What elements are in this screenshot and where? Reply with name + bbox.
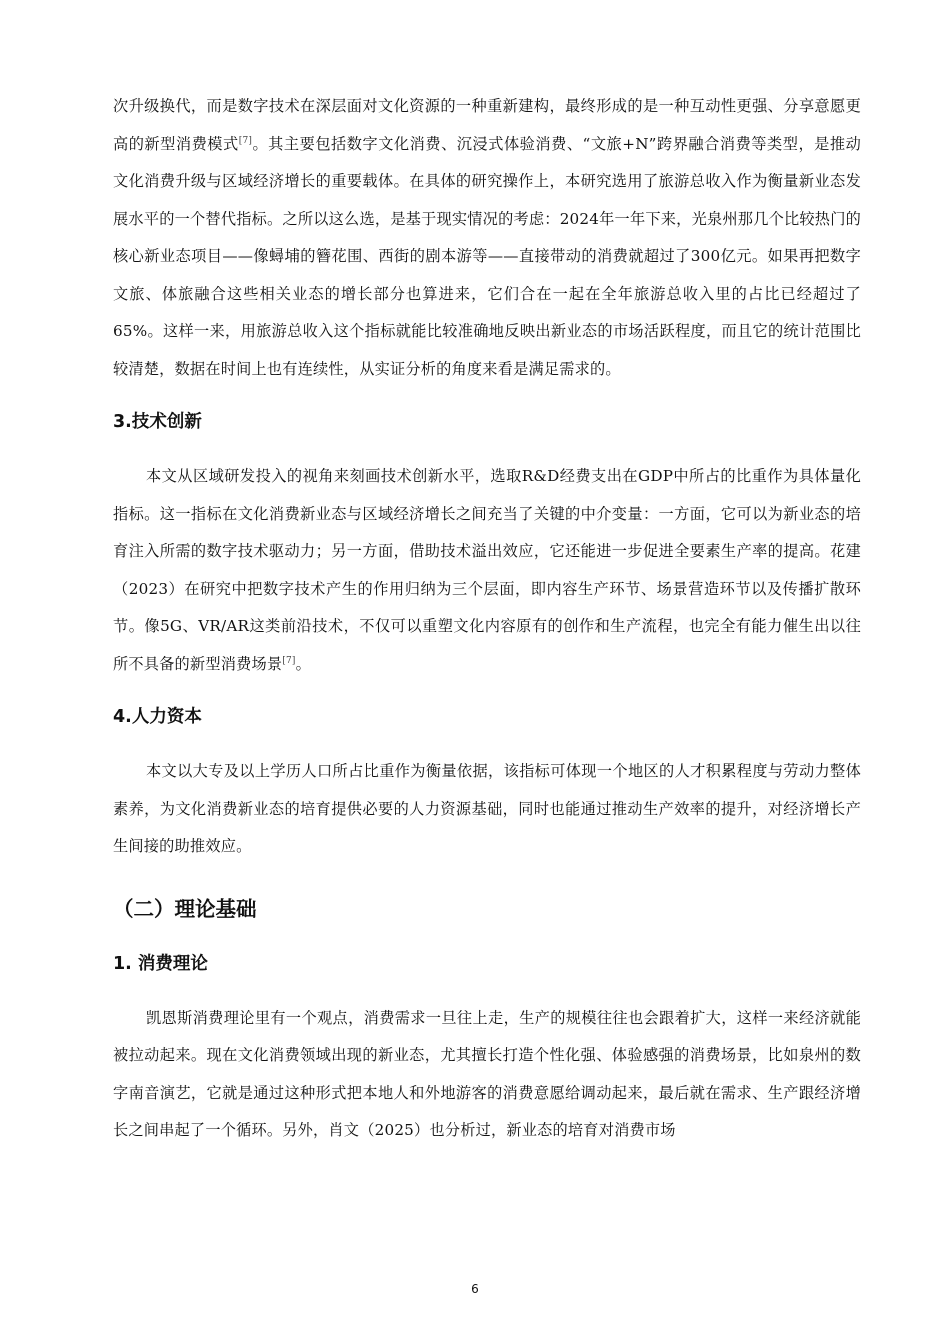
page-number: 6	[471, 1282, 479, 1296]
heading-human-capital: 4.人力资本	[113, 707, 202, 727]
heading-consumption-theory: 1. 消费理论	[113, 953, 208, 974]
paragraph-human-capital: 本文以大专及以上学历人口所占比重作为衡量依据，该指标可体现一个地区的人才积累程度与劳动力整体素养，为文化消费新业态的培育提供必要的人力资源基础，同时也能通过推动生产效率的提升，对经济增长产生间接的助推效应。	[113, 762, 861, 855]
paragraph-text: 。其主要包括数字文化消费、沉浸式体验消费、“文旅+N”跨界融合消费等类型，是推动文化消费升级与区域经济增长的重要载体。在具体的研究操作上，本研究选用了旅游总收入作为衡量新业态发展水平的一个替代指标。之所以这么选，是基于现实情况的考虑：2024年一年下来，光泉州那几个比较热门的核心新业态项目——像蟳埔的簪花围、西街的剧本游等——直接带动的消费就超过了300亿元。如果再把数字文旅、体旅融合这些相关业态的增长部分也算进来，它们合在一起在全年旅游总收入里的占比已经超过了65%。这样一来，用旅游总收入这个指标就能比较准确地反映出新业态的市场活跃程度，而且它的统计范围比较清楚，数据在时间上也有连续性，从实证分析的角度来看是满足需求的。	[113, 134, 861, 378]
paragraph-text: 次升级换代，而是数字技术在深层面对文化资源的一种重新建构，最终形成的是一种互动性更强、分享意愿更高的新型消费模式	[113, 97, 861, 153]
citation-marker: [7]	[238, 135, 253, 146]
citation-marker: [7]	[282, 655, 296, 666]
paragraph-technology-innovation	[113, 458, 861, 683]
heading-technology-innovation: 3.技术创新	[113, 412, 202, 432]
paragraph-new-business-forms	[113, 88, 861, 388]
paragraph-consumption-theory: 凯恩斯消费理论里有一个观点，消费需求一旦往上走，生产的规模往往也会跟着扩大，这样一来经济就能被拉动起来。现在文化消费领域出现的新业态，尤其擅长打造个性化强、体验感强的消费场景，比如泉州的数字南音演艺，它就是通过这种形式把本地人和外地游客的消费意愿给调动起来，最后就在需求、生产跟经济增长之间串起了一个循环。另外，肖文（2025）也分析过，新业态的培育对消费市场	[113, 1008, 861, 1139]
heading-theoretical-basis: （二）理论基础	[113, 896, 257, 921]
paragraph-text: 本文从区域研发投入的视角来刻画技术创新水平，选取R&D经费支出在GDP中所占的比重作为具体量化指标。这一指标在文化消费新业态与区域经济增长之间充当了关键的中介变量：一方面，它可以为新业态的培育注入所需的数字技术驱动力；另一方面，借助技术溢出效应，它还能进一步促进全要素生产率的提高。花建（2023）在研究中把数字技术产生的作用归纳为三个层面，即内容生产环节、场景营造环节以及传播扩散环节。像5G、VR/AR这类前沿技术，不仅可以重塑文化内容原有的创作和生产流程，也完全有能力催生出以往所不具备的新型消费场景	[113, 467, 861, 673]
paragraph-text: 。	[295, 654, 312, 673]
page-content	[113, 88, 861, 1150]
